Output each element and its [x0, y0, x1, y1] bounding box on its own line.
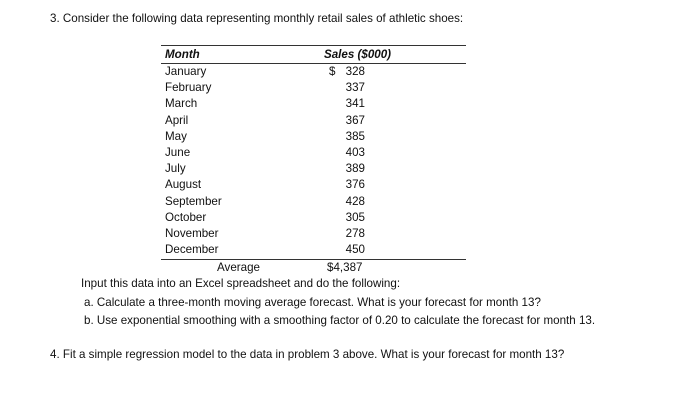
sales-cell: 428 — [345, 194, 365, 208]
sales-cell: 305 — [345, 210, 365, 224]
month-cell: December — [165, 243, 219, 257]
table-row — [161, 211, 466, 227]
sales-cell: 367 — [345, 113, 365, 127]
month-cell: February — [165, 81, 212, 95]
sales-cell: 337 — [345, 81, 365, 95]
month-cell: November — [165, 227, 219, 240]
table-row — [161, 114, 466, 130]
table-bottom-rule — [161, 259, 466, 260]
table-row — [161, 227, 466, 243]
average-label: Average — [217, 261, 260, 274]
month-cell: March — [165, 97, 198, 111]
sales-cell: 403 — [345, 146, 365, 159]
question-4 — [50, 348, 564, 361]
average-value: $4,387 — [327, 261, 363, 274]
month-cell: April — [165, 113, 189, 127]
month-column-header: Month — [165, 48, 200, 61]
month-cell: September — [165, 194, 222, 208]
question-4-text: Fit a simple regression model to the data in problem 3 above. What is your forecast for month 13? — [62, 348, 565, 361]
instruction-text: Input this data into an Excel spreadsheet and do the following: — [81, 277, 401, 290]
sales-cell: 376 — [345, 178, 365, 192]
question-3 — [50, 12, 463, 25]
sales-cell: 328 — [345, 65, 365, 78]
sales-cell: 389 — [345, 162, 365, 176]
sales-cell: 385 — [345, 129, 365, 143]
sales-cell: 341 — [345, 97, 365, 111]
part-b: b. Use exponential smoothing with a smoothing factor of 0.20 to calculate the forecast for month 13. — [84, 314, 596, 327]
table-row — [161, 162, 466, 178]
table-top-rule — [161, 45, 466, 46]
question-3-number: 3. — [50, 12, 60, 25]
currency-symbol: $ — [329, 65, 336, 78]
sales-column-header: Sales ($000) — [324, 48, 392, 61]
table-row — [161, 178, 466, 194]
table-header-rule — [161, 63, 466, 64]
table-row — [161, 195, 466, 211]
question-3-text: Consider the following data representing monthly retail sales of athletic shoes: — [62, 12, 464, 25]
table-row — [161, 97, 466, 113]
sales-cell: 450 — [345, 243, 365, 257]
month-cell: January — [165, 65, 207, 78]
sales-cell: 278 — [345, 227, 365, 240]
table-row — [161, 81, 466, 97]
table-row — [161, 130, 466, 146]
month-cell: May — [165, 129, 187, 143]
part-a: a. Calculate a three-month moving average forecast. What is your forecast for month 13? — [84, 296, 541, 309]
table-row — [161, 65, 466, 81]
month-cell: June — [165, 146, 191, 159]
month-cell: July — [165, 162, 186, 176]
table-row — [161, 146, 466, 162]
month-cell: August — [165, 178, 202, 192]
month-cell: October — [165, 210, 207, 224]
question-4-number: 4. — [50, 348, 60, 361]
table-row — [161, 243, 466, 259]
